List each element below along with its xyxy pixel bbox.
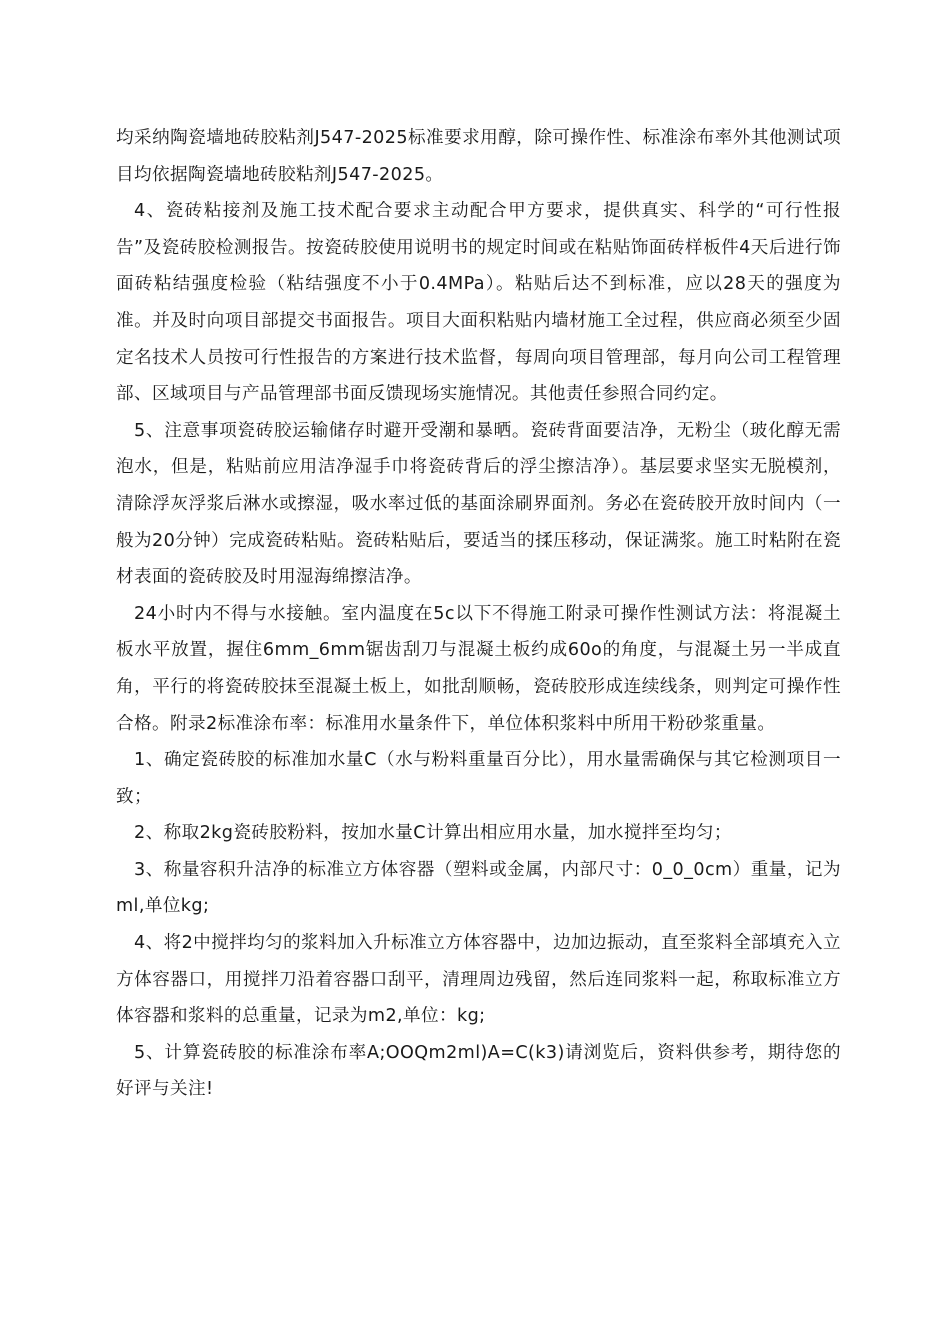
paragraph-step-3: 3、称量容积升洁净的标准立方体容器（塑料或金属，内部尺寸：0_0_0cm）重量，记为ml,单位kg; bbox=[116, 859, 841, 917]
paragraph-step-1: 1、确定瓷砖胶的标准加水量C（水与粉料重量百分比），用水量需确保与其它检测项目一致； bbox=[116, 750, 841, 807]
paragraph-appendix-test-method: 24小时内不得与水接触。室内温度在5c以下不得施工附录可操作性测试方法：将混凝土板水平放置，握住6mm_6mm锯齿刮刀与混凝土板约成60o的角度，与混凝土另一半成直角，平行的将瓷砖胶抹至混凝土板上，如批刮顺畅，瓷砖胶形成连续线条，则判定可操作性合格。附录2标准涂布率：标准用水量条件下，单位体积浆料中所用干粉砂浆重量。 bbox=[116, 603, 841, 734]
paragraph-step-4: 4、将2中搅拌均匀的浆料加入升标准立方体容器中，边加边振动，直至浆料全部填充入立方体容器口，用搅拌刀沿着容器口刮平，清理周边残留，然后连同浆料一起，称取标准立方体容器和浆料的总重量，记录为m2,单位：kg; bbox=[116, 933, 841, 1027]
paragraph-item-5-precautions: 5、注意事项瓷砖胶运输储存时避开受潮和暴晒。瓷砖背面要洁净，无粉尘（玻化醇无需泡水，但是，粘贴前应用洁净湿手巾将瓷砖背后的浮尘擦洁净）。基层要求坚实无脱模剂，清除浮灰浮浆后淋水或擦湿，吸水率过低的基面涂刷界面剂。务必在瓷砖胶开放时间内（一般为20分钟）完成瓷砖粘贴。瓷砖粘贴后，要适当的揉压移动，保证满浆。施工时粘附在瓷材表面的瓷砖胶及时用湿海绵擦洁净。 bbox=[116, 420, 841, 588]
paragraph-standard-intro: 均采纳陶瓷墙地砖胶粘剂J547-2025标准要求用醇，除可操作性、标准涂布率外其他测试项目均依据陶瓷墙地砖胶粘剂J547-2025。 bbox=[116, 128, 841, 185]
paragraph-step-5: 5、计算瓷砖胶的标准涂布率A;OOQm2ml)A=C(k3)请浏览后，资料供参考，期待您的好评与关注! bbox=[116, 1042, 841, 1100]
paragraph-step-2: 2、称取2kg瓷砖胶粉料，按加水量C计算出相应用水量，加水搅拌至均匀； bbox=[134, 823, 732, 844]
paragraph-item-4-adhesive-tech: 4、瓷砖粘接剂及施工技术配合要求主动配合甲方要求，提供真实、科学的“可行性报告”及瓷砖胶检测报告。按瓷砖胶使用说明书的规定时间或在粘贴饰面砖样板件4天后进行饰面砖粘结强度检验（粘结强度不小于0.4MPa）。粘贴后达不到标准，应以28天的强度为准。并及时向项目部提交书面报告。项目大面积粘贴内墙材施工全过程，供应商必须至少固定名技术人员按可行性报告的方案进行技术监督，每周向项目管理部，每月向公司工程管理部、区域项目与产品管理部书面反馈现场实施情况。其他责任参照合同约定。 bbox=[116, 201, 841, 405]
document-body bbox=[116, 120, 841, 1108]
